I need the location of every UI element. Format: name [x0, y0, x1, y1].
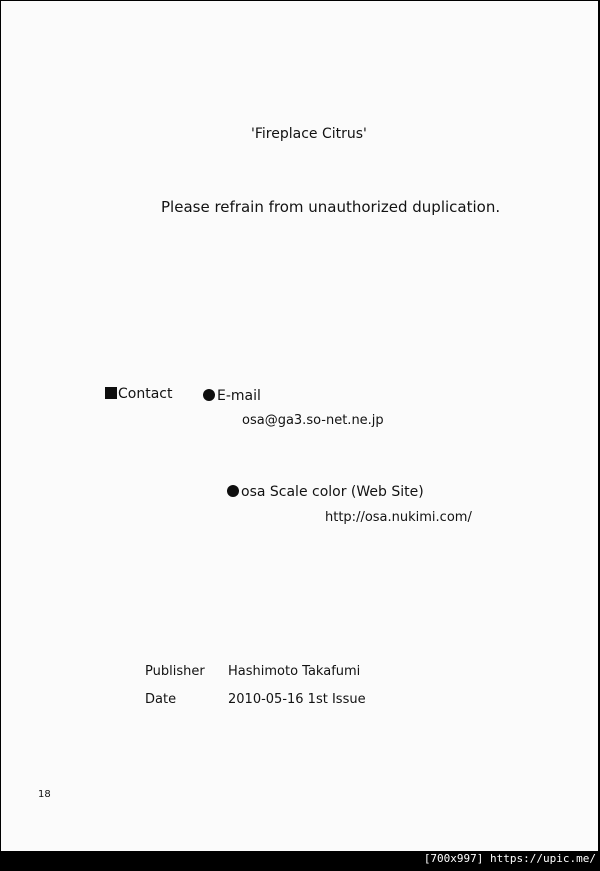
page-number: 18 [38, 789, 51, 800]
website-url: http://osa.nukimi.com/ [325, 510, 472, 525]
duplication-notice: Please refrain from unauthorized duplication. [161, 198, 501, 216]
email-address: osa@ga3.so-net.ne.jp [242, 413, 384, 428]
contact-heading [105, 387, 172, 401]
date-label: Date [145, 692, 177, 707]
document-page [1, 1, 598, 851]
website-label-text: osa Scale color (Web Site) [241, 484, 424, 500]
contact-heading-label: Contact [118, 386, 173, 402]
email-label [203, 389, 261, 403]
email-label-text: E-mail [217, 388, 261, 404]
document-title: 'Fireplace Citrus' [251, 126, 367, 142]
publisher-label: Publisher [145, 664, 205, 679]
circle-bullet-icon [203, 389, 215, 401]
watermark-text: [700x997] https://upic.me/ [423, 852, 596, 865]
circle-bullet-icon [227, 485, 239, 497]
website-label [227, 485, 424, 499]
issue-date: 2010-05-16 1st Issue [228, 692, 366, 707]
square-bullet-icon [105, 387, 117, 399]
publisher-name: Hashimoto Takafumi [228, 664, 361, 679]
